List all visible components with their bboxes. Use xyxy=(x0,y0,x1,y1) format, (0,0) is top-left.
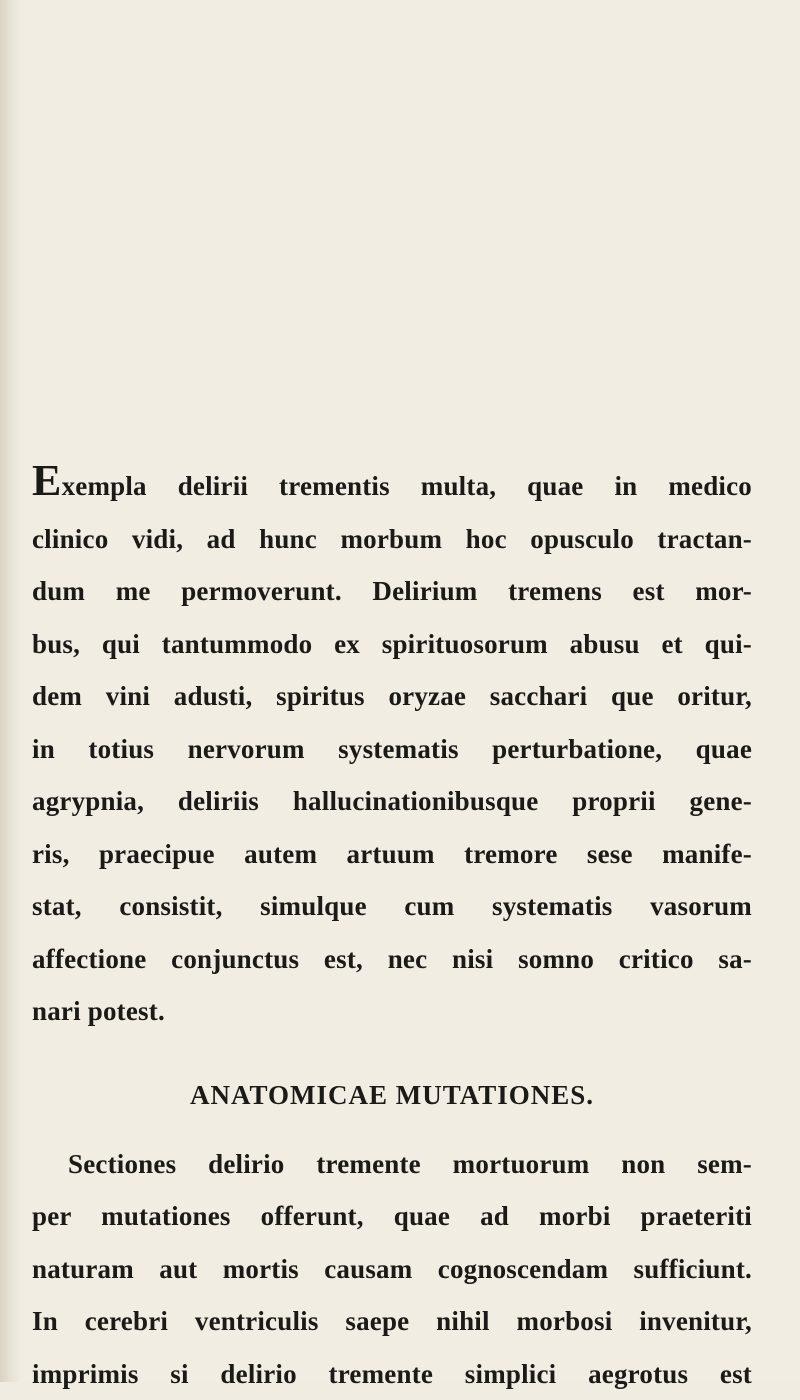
paragraph-intro xyxy=(32,460,752,1038)
paragraph-line: in totius nervorum systematis perturbatione, quae xyxy=(32,723,752,776)
paragraph-line: affectione conjunctus est, nec nisi somno critico sa- xyxy=(32,933,752,986)
paragraph-line: clinico vidi, ad hunc morbum hoc opusculo tractan- xyxy=(32,513,752,566)
paragraph-line xyxy=(32,460,752,513)
text-block xyxy=(32,460,752,1400)
paragraph-line: dem vini adusti, spiritus oryzae sacchari que oritur, xyxy=(32,670,752,723)
paragraph-line: ris, praecipue autem artuum tremore sese manife- xyxy=(32,828,752,881)
paragraph-line: dum me permoverunt. Delirium tremens est mor- xyxy=(32,565,752,618)
paragraph-line: stat, consistit, simulque cum systematis vasorum xyxy=(32,880,752,933)
first-line-text: xempla delirii trementis multa, quae in medico xyxy=(62,471,752,501)
paragraph-line: Sectiones delirio tremente mortuorum non sem- xyxy=(32,1138,752,1191)
page-gutter-shadow xyxy=(0,0,22,1382)
paragraph-line: bus, qui tantummodo ex spirituosorum abusu et qui- xyxy=(32,618,752,671)
paragraph-line: naturam aut mortis causam cognoscendam sufficiunt. xyxy=(32,1243,752,1296)
section-heading: ANATOMICAE MUTATIONES. xyxy=(32,1066,752,1124)
paragraph-line: imprimis si delirio tremente simplici aegrotus est xyxy=(32,1348,752,1400)
drop-cap: E xyxy=(32,456,62,505)
paragraph-line: In cerebri ventriculis saepe nihil morbosi invenitur, xyxy=(32,1295,752,1348)
paragraph-anatomy xyxy=(32,1138,752,1400)
paragraph-line: nari potest. xyxy=(32,985,752,1038)
paragraph-line: per mutationes offerunt, quae ad morbi praeteriti xyxy=(32,1190,752,1243)
paragraph-line: agrypnia, deliriis hallucinationibusque proprii gene- xyxy=(32,775,752,828)
